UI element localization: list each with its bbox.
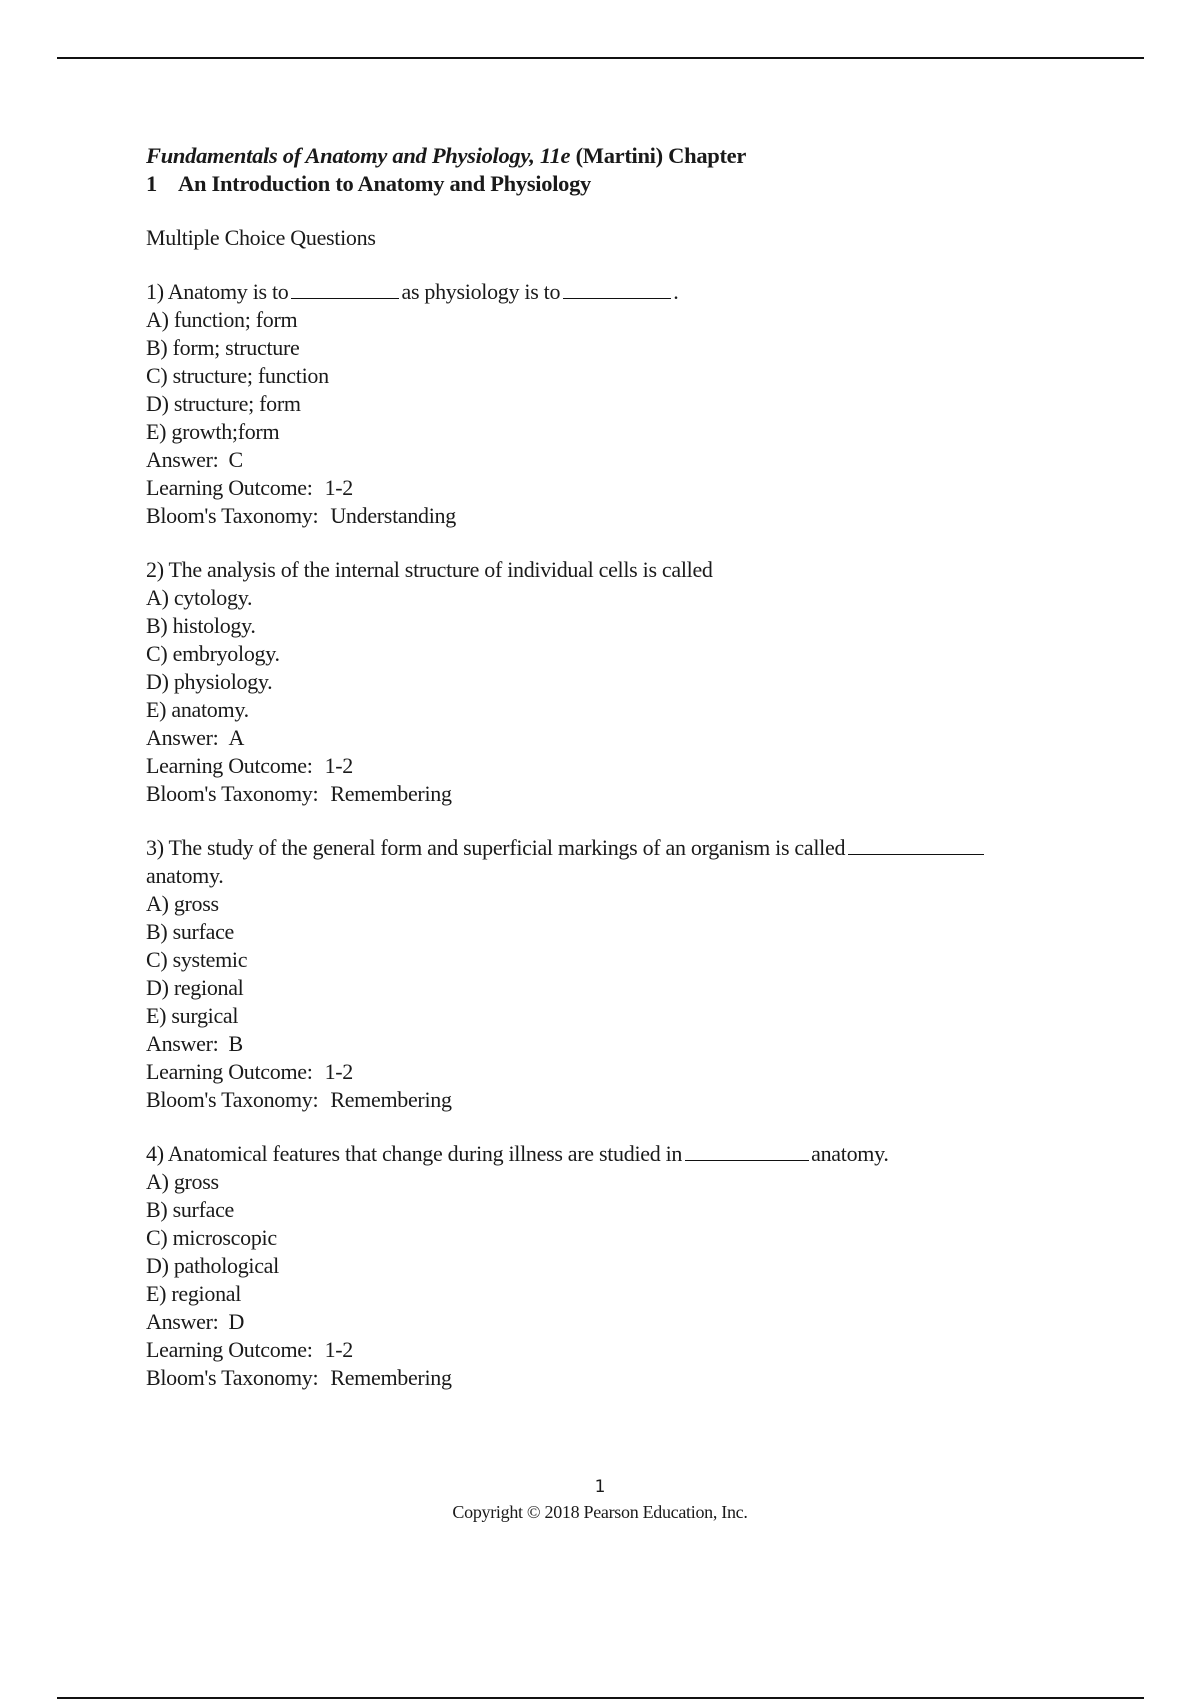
title-line-2 <box>146 170 1066 198</box>
top-rule <box>57 57 1144 59</box>
learning-outcome-label: Learning Outcome: <box>146 1059 313 1084</box>
learning-outcome-value: 1-2 <box>324 1337 353 1362</box>
answer-line <box>146 1308 1066 1336</box>
option-b: B) surface <box>146 1197 235 1222</box>
stem-text: 4) Anatomical features that change during illness are studied in <box>146 1141 683 1166</box>
author-chapter: (Martini) Chapter <box>575 143 747 168</box>
answer-value: A <box>228 725 245 750</box>
answer-value: B <box>228 1031 243 1056</box>
question-stem <box>146 278 1066 306</box>
learning-outcome-label: Learning Outcome: <box>146 1337 313 1362</box>
learning-outcome-value: 1-2 <box>324 753 353 778</box>
question-stem: 2) The analysis of the internal structure of individual cells is called <box>146 557 713 582</box>
copyright-notice: Copyright © 2018 Pearson Education, Inc. <box>452 1502 748 1522</box>
option-c: C) embryology. <box>146 641 280 666</box>
blooms-value: Remembering <box>330 1365 452 1390</box>
answer-blank <box>848 834 984 855</box>
answer-line <box>146 446 1066 474</box>
option-c: C) microscopic <box>146 1225 277 1250</box>
section-heading: Multiple Choice Questions <box>146 225 376 250</box>
blooms-value: Understanding <box>330 503 456 528</box>
option-a: A) gross <box>146 891 219 916</box>
answer-value: D <box>228 1309 245 1334</box>
learning-outcome-label: Learning Outcome: <box>146 753 313 778</box>
option-d: D) physiology. <box>146 669 273 694</box>
stem-text: as physiology is to <box>401 279 561 304</box>
option-e: E) regional <box>146 1281 242 1306</box>
option-c: C) structure; function <box>146 363 329 388</box>
bottom-rule <box>57 1697 1144 1699</box>
option-d: D) pathological <box>146 1253 279 1278</box>
blooms-label: Bloom's Taxonomy: <box>146 781 319 806</box>
question-3 <box>146 834 1066 1114</box>
learning-outcome-label: Learning Outcome: <box>146 475 313 500</box>
chapter-title: An Introduction to Anatomy and Physiology <box>178 171 591 196</box>
learning-outcome-line <box>146 1336 1066 1364</box>
answer-label: Answer: <box>146 1031 219 1056</box>
chapter-number: 1 <box>146 171 157 196</box>
answer-blank <box>685 1140 809 1161</box>
answer-line <box>146 724 1066 752</box>
option-a: A) function; form <box>146 307 298 332</box>
answer-blank <box>291 278 399 299</box>
document-body <box>146 142 1066 1418</box>
answer-blank <box>563 278 671 299</box>
option-c: C) systemic <box>146 947 248 972</box>
document-title <box>146 142 1066 198</box>
blooms-label: Bloom's Taxonomy: <box>146 503 319 528</box>
learning-outcome-line <box>146 752 1066 780</box>
stem-text: . <box>673 279 679 304</box>
blooms-value: Remembering <box>330 781 452 806</box>
blooms-line <box>146 502 1066 530</box>
stem-text: anatomy. <box>811 1141 889 1166</box>
blooms-line <box>146 1086 1066 1114</box>
question-stem <box>146 834 1066 862</box>
stem-text: 1) Anatomy is to <box>146 279 289 304</box>
stem-text: 3) The study of the general form and superficial markings of an organism is called <box>146 835 846 860</box>
answer-value: C <box>228 447 243 472</box>
answer-label: Answer: <box>146 725 219 750</box>
question-stem-continued: anatomy. <box>146 863 224 888</box>
option-a: A) cytology. <box>146 585 253 610</box>
option-a: A) gross <box>146 1169 219 1194</box>
option-b: B) form; structure <box>146 335 300 360</box>
learning-outcome-value: 1-2 <box>324 1059 353 1084</box>
page-number: 1 <box>594 1477 606 1497</box>
question-2 <box>146 556 1066 808</box>
option-e: E) growth;form <box>146 419 280 444</box>
question-1 <box>146 278 1066 530</box>
blooms-label: Bloom's Taxonomy: <box>146 1365 319 1390</box>
option-d: D) regional <box>146 975 244 1000</box>
learning-outcome-value: 1-2 <box>324 475 353 500</box>
question-stem <box>146 1140 1066 1168</box>
option-b: B) surface <box>146 919 235 944</box>
answer-label: Answer: <box>146 1309 219 1334</box>
option-e: E) anatomy. <box>146 697 249 722</box>
blooms-line <box>146 780 1066 808</box>
blooms-value: Remembering <box>330 1087 452 1112</box>
learning-outcome-line <box>146 474 1066 502</box>
learning-outcome-line <box>146 1058 1066 1086</box>
option-b: B) histology. <box>146 613 256 638</box>
answer-line <box>146 1030 1066 1058</box>
book-title: Fundamentals of Anatomy and Physiology, 11e <box>146 143 571 168</box>
question-4 <box>146 1140 1066 1392</box>
option-e: E) surgical <box>146 1003 239 1028</box>
blooms-line <box>146 1364 1066 1392</box>
title-line-1 <box>146 142 1066 170</box>
option-d: D) structure; form <box>146 391 301 416</box>
blooms-label: Bloom's Taxonomy: <box>146 1087 319 1112</box>
answer-label: Answer: <box>146 447 219 472</box>
